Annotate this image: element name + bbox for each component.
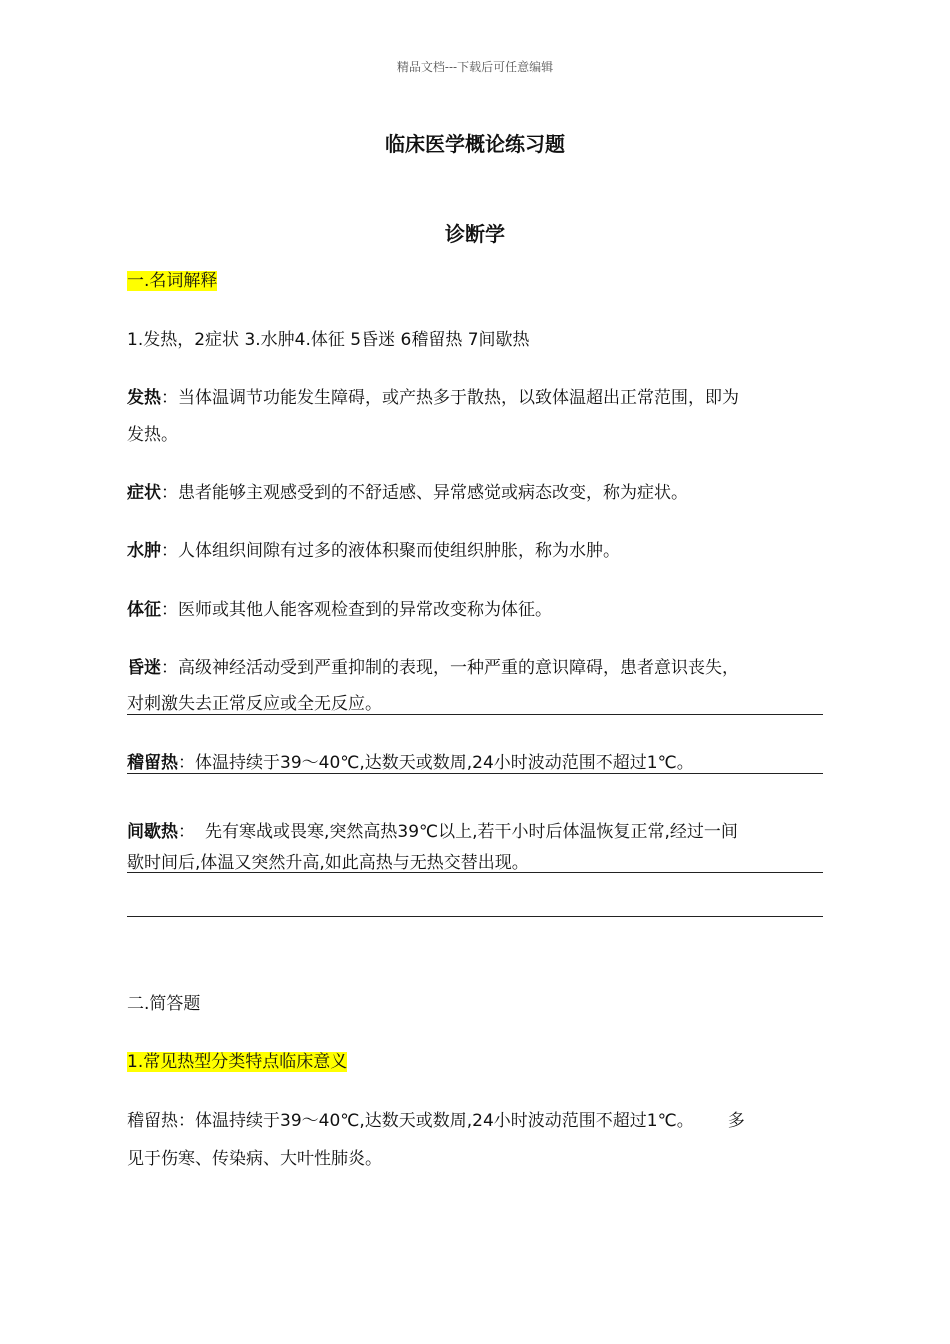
def-intermittent-line1 <box>127 821 738 843</box>
def-symptom-sep: ： <box>161 483 178 503</box>
def-edema-text: 人体组织间隙有过多的液体积聚而使组织肿胀，称为水肿。 <box>178 541 620 561</box>
def-sign <box>127 599 552 621</box>
def-coma-sep: ： <box>161 658 178 678</box>
def-edema-sep: ： <box>161 541 178 561</box>
def-intermittent-sep: ： <box>178 822 195 842</box>
document-title: 临床医学概论练习题 <box>385 132 565 156</box>
answer-1-text: 稽留热：体温持续于39～40℃,达数天或数周,24小时波动范围不超过1℃。 <box>127 1111 694 1131</box>
section2-heading: 二.简答题 <box>127 994 201 1014</box>
def-intermittent-text: 先有寒战或畏寒,突然高热39℃以上,若干小时后体温恢复正常,经过一间 <box>205 822 738 842</box>
def-sign-text: 医师或其他人能客观检查到的异常改变称为体征。 <box>178 600 552 620</box>
def-fever-line2: 发热。 <box>127 425 178 445</box>
section1-heading <box>127 270 217 292</box>
def-fever-line1 <box>127 387 739 409</box>
term-list: 1.发热，2症状 3.水肿4.体征 5昏迷 6稽留热 7间歇热 <box>127 330 530 350</box>
answer-1-line2: 见于伤寒、传染病、大叶性肺炎。 <box>127 1149 382 1169</box>
def-continued-fever <box>127 752 694 774</box>
def-edema <box>127 540 620 562</box>
answer-1-tail: 多 <box>727 1111 745 1131</box>
def-coma-line1 <box>127 657 739 679</box>
def-intermittent-line2: 歇时间后,体温又突然升高,如此高热与无热交替出现。 <box>127 853 529 873</box>
def-sign-sep: ： <box>161 600 178 620</box>
question-1 <box>127 1051 347 1073</box>
def-fever-term: 发热 <box>127 388 161 408</box>
section-title: 诊断学 <box>445 222 505 246</box>
def-continued-text: 体温持续于39～40℃,达数天或数周,24小时波动范围不超过1℃。 <box>195 753 694 773</box>
answer-1-line1 <box>127 1110 745 1132</box>
underline-rule <box>127 714 823 715</box>
def-fever-text: 当体温调节功能发生障碍，或产热多于散热，以致体温超出正常范围，即为 <box>178 388 739 408</box>
def-edema-term: 水肿 <box>127 541 161 561</box>
section1-heading-text: 一.名词解释 <box>127 271 218 291</box>
def-continued-term: 稽留热 <box>127 753 178 773</box>
def-symptom <box>127 482 688 504</box>
def-sign-term: 体征 <box>127 600 161 620</box>
def-intermittent-term: 间歇热 <box>127 822 178 842</box>
page-header: 精品文档---下载后可任意编辑 <box>396 60 554 74</box>
underline-rule <box>127 773 823 774</box>
def-continued-sep: ： <box>178 753 195 773</box>
question-1-text: 1.常见热型分类特点临床意义 <box>127 1052 348 1072</box>
def-coma-term: 昏迷 <box>127 658 161 678</box>
def-symptom-term: 症状 <box>127 483 161 503</box>
underline-rule <box>127 872 823 873</box>
def-coma-text: 高级神经活动受到严重抑制的表现，一种严重的意识障碍，患者意识丧失， <box>178 658 739 678</box>
def-coma-line2: 对刺激失去正常反应或全无反应。 <box>127 694 382 714</box>
def-symptom-text: 患者能够主观感受到的不舒适感、异常感觉或病态改变，称为症状。 <box>178 483 688 503</box>
blank-answer-line <box>127 916 823 917</box>
def-fever-sep: ： <box>161 388 178 408</box>
